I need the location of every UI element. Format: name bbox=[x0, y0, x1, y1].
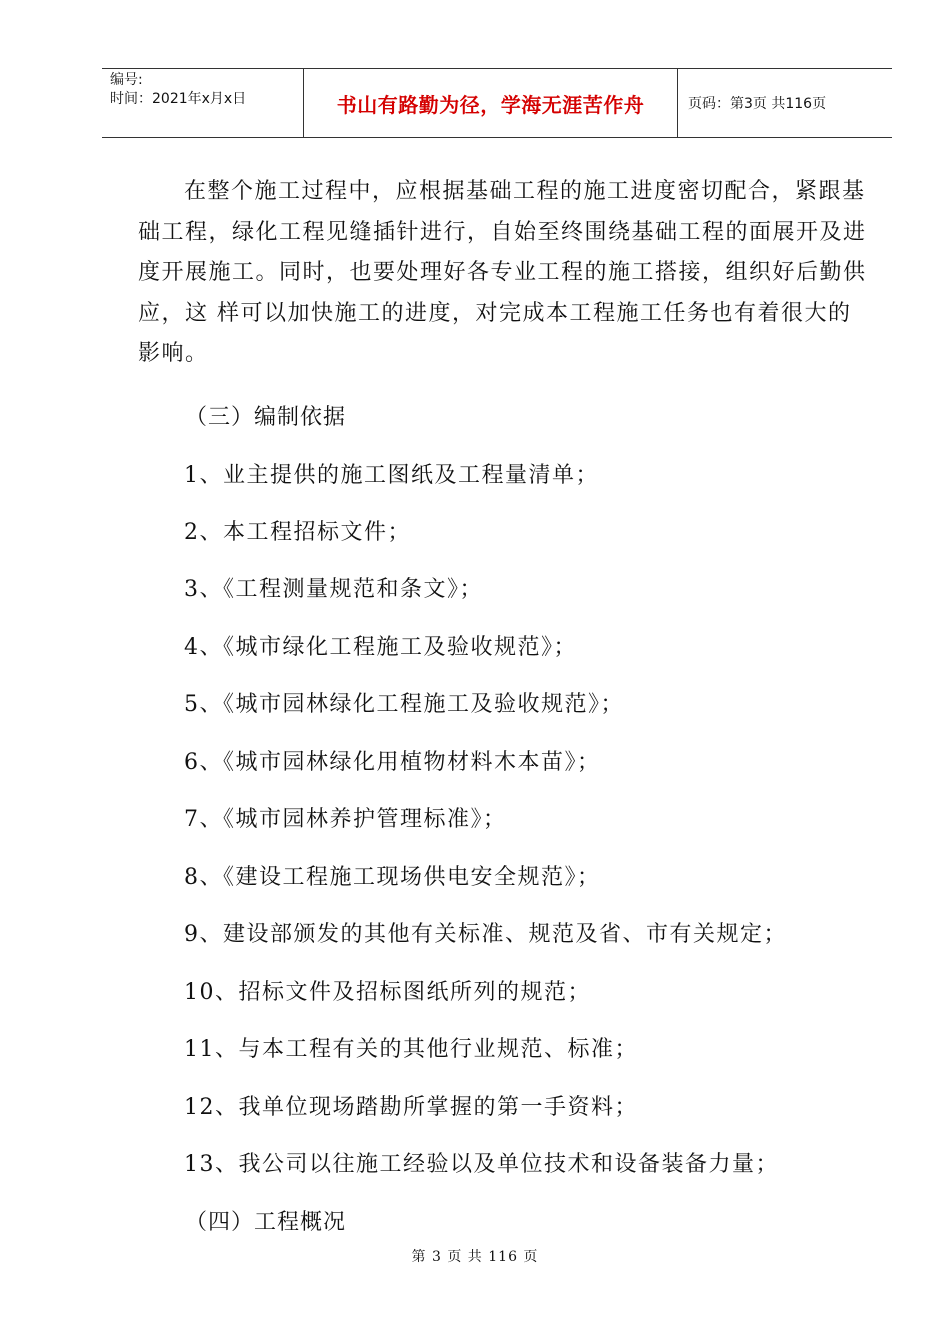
reference-item: 10、招标文件及招标图纸所列的规范； bbox=[184, 980, 591, 1005]
intro-paragraph-block bbox=[138, 172, 868, 375]
reference-item: 7、《城市园林养护管理标准》； bbox=[184, 807, 507, 832]
header-page-number: 页码：第3页 共116页 bbox=[688, 96, 827, 112]
document-date: 时间：2021年x月x日 bbox=[110, 91, 247, 107]
section-heading-basis: （三）编制依据 bbox=[185, 405, 347, 430]
reference-item: 1、业主提供的施工图纸及工程量清单； bbox=[184, 463, 599, 488]
header-motto-cell bbox=[304, 69, 678, 137]
reference-item: 4、《城市绿化工程施工及验收规范》； bbox=[184, 635, 577, 660]
reference-item: 9、建设部颁发的其他有关标准、规范及省、市有关规定； bbox=[184, 922, 787, 947]
intro-paragraph: 在整个施工过程中，应根据基础工程的施工进度密切配合，紧跟基础工程，绿化工程见缝插针进行，自始至终围绕基础工程的面展开及进度开展施工。同时，也要处理好各专业工程的施工搭接，组织好后勤供应，这 样可以加快施工的进度，对完成本工程施工任务也有着很大的影响。 bbox=[138, 179, 867, 366]
reference-item: 3、《工程测量规范和条文》； bbox=[184, 577, 483, 602]
reference-item: 2、本工程招标文件； bbox=[184, 520, 411, 545]
reference-item: 6、《城市园林绿化用植物材料木本苗》； bbox=[184, 750, 601, 775]
section-heading-overview: （四）工程概况 bbox=[185, 1210, 347, 1235]
page-header bbox=[102, 68, 892, 138]
reference-item: 11、与本工程有关的其他行业规范、标准； bbox=[184, 1037, 638, 1062]
reference-item: 12、我单位现场踏勘所掌握的第一手资料； bbox=[184, 1095, 638, 1120]
header-motto: 书山有路勤为径，学海无涯苦作舟 bbox=[336, 92, 645, 117]
page-footer: 第 3 页 共 116 页 bbox=[411, 1249, 539, 1265]
reference-item: 5、《城市园林绿化工程施工及验收规范》； bbox=[184, 692, 624, 717]
header-page-cell bbox=[678, 69, 892, 137]
reference-item: 13、我公司以往施工经验以及单位技术和设备装备力量； bbox=[184, 1152, 779, 1177]
header-meta bbox=[102, 69, 304, 137]
document-number-label: 编号: bbox=[110, 72, 143, 88]
reference-item: 8、《建设工程施工现场供电安全规范》； bbox=[184, 865, 601, 890]
